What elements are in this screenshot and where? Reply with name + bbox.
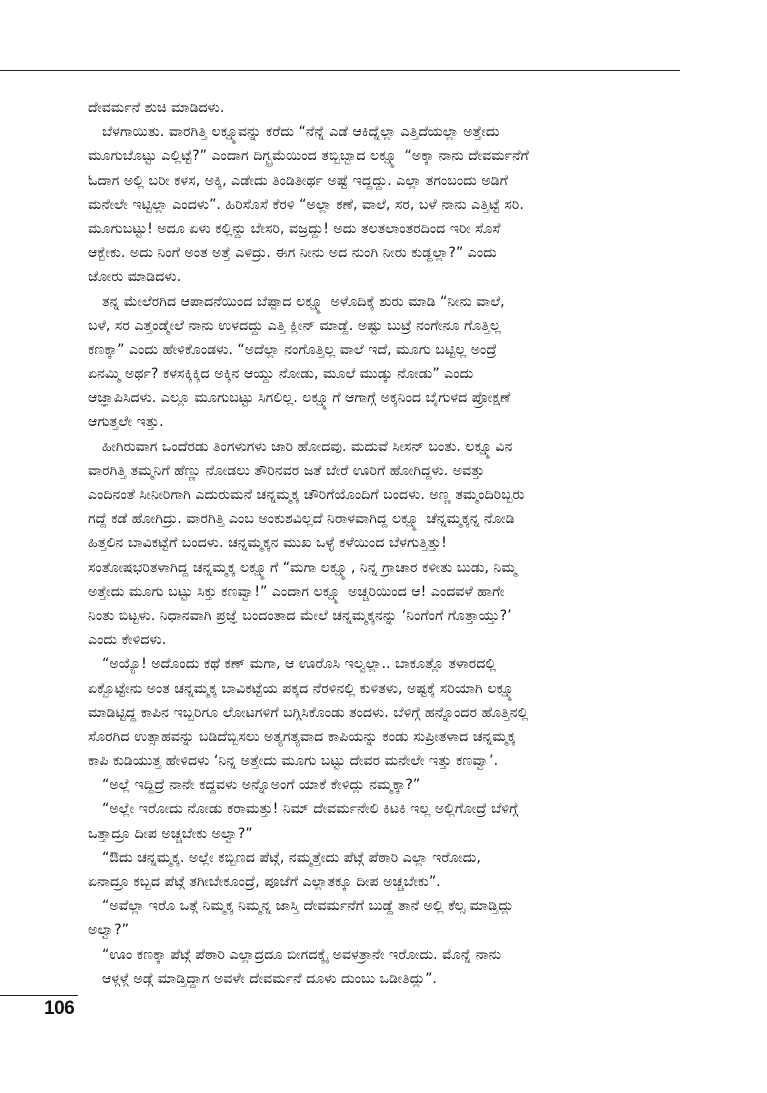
text-line: ನಿಂತು ಬಿಟ್ಟಳು. ನಿಧಾನವಾಗಿ ಪ್ರಜ್ಞೆ ಬಂದಂತಾದ ಮೇಲೆ ಚನ್ನಮ್ಮಕ್ಕನನ್ನು ‘ನಿಂಗೆಂಗೆ ಗೊತ್ತಾಯ್ತು?’	[88, 607, 512, 624]
text-line: ಆಳ್ಗಳ್ಗೆ ಅಡ್ಗೆ ಮಾಡ್ತಿದ್ದಾಗ ಅವಳೇ ದೇವರ್ಮನೆ ದೂಳು ದುಂಬು ಒಡೀತಿದ್ಲು”.	[102, 970, 437, 987]
text-line: “ಔದು ಚನ್ನಮ್ಮಕ್ಕ. ಅಲ್ಲೇ ಕಬ್ಬಿಣದ ಪೆಟ್ಗೆ, ನಮ್ಮತ್ತೇದು ಪೆಟ್ಗೆ ಪೆಠಾರಿ ಎಲ್ಲಾ ಇರೋದು,	[102, 849, 481, 866]
text-line: ಏಕ್ಬೊಟ್ಟೇನು ಅಂತ ಚನ್ನಮ್ಮಕ್ಕ ಬಾವಿಕಟ್ಟೆಯ ಪಕ್ಕದ ನೆರಳಿನಲ್ಲಿ ಕುಳಿತಳು, ಅಷ್ಟಕ್ಕೆ ಸರಿಯಾಗಿ ಲಕ್ಷ್ಮೂ	[88, 680, 518, 697]
page-number: 106	[44, 998, 75, 1019]
text-line: ಏನಮ್ಮಿ ಅರ್ಥ? ಕಳಸಕ್ಕಿಕ್ಕಿದ ಅಕ್ಕಿನ ಆಯ್ದು ನೋಡು, ಮೂಲೆ ಮುಡ್ಕು ನೋಡು” ಎಂದು	[88, 366, 474, 383]
text-line: ಒತ್ತಾದ್ರೂ ದೀಪ ಅಚ್ಚಬೇಕು ಅಲ್ವಾ?”	[88, 825, 253, 842]
text-line: ಜೋರು ಮಾಡಿದಳು.	[88, 269, 182, 286]
text-line: ಆಜ್ಞಾಪಿಸಿದಳು. ಎಲ್ಲೂ ಮೂಗುಬಟ್ಟು ಸಿಗಲಿಲ್ಲ. ಲಕ್ಷ್ಮೂಗೆ ಆಗಾಗ್ಗೆ ಅಕ್ಕನಿಂದ ಬೈಗುಳದ ಪ್ರೋಕ್ಷಣೆ	[88, 390, 511, 407]
text-line: ಮಾಡಿಟ್ಟಿದ್ದ ಕಾಪಿನ ಇಬ್ಬರಿಗೂ ಲೋಟಗಳಿಗೆ ಬಗ್ಗಿಸಿಕೊಂಡು ತಂದಳು. ಬೆಳಿಗ್ಗೆ ಹನ್ನೊಂದರ ಹೊತ್ತಿನಲ್ಲಿ	[88, 704, 529, 721]
text-line: “ಊಂ ಕಣಕ್ಕಾ ಪೆಟ್ಗೆ ಪೆಠಾರಿ ಎಲ್ಲಾದ್ರದೂ ಬೀಗದಕ್ಕೈ ಅವಳತ್ರಾನೇ ಇರೋದು. ಮೊನ್ನೆ ನಾನು	[102, 946, 502, 963]
text-line: ಅಲ್ವಾ?”	[88, 922, 129, 939]
text-line: ಎಂದು ಕೇಳಿದಳು.	[88, 632, 167, 649]
text-line: ಏನಾದ್ರೂ ಕಬ್ಬದ ಪೆಟ್ಗೆ ತಗೀಬೇಕೂಂದ್ರೆ, ಪೂಜೆಗೆ ಎಲ್ಲಾತಕ್ಕೂ ದೀಪ ಅಚ್ಚಬೇಕು”.	[88, 874, 441, 890]
text-line: ಎಂದಿನಂತೆ ಸೀನೀರಿಗಾಗಿ ಎದುರುಮನೆ ಚನ್ನಮ್ಮಕ್ಕ ಚೌರಿಗೆಯೊಂದಿಗೆ ಬಂದಳು. ಅಣ್ಣ ತಮ್ಮಂದಿರಿಬ್ಬರು	[88, 487, 525, 503]
text-line: ಬೆಳಗಾಯಿತು. ವಾರಗಿತ್ತಿ ಲಕ್ಷ್ಮೂವನ್ನು ಕರೆದು “ನೆನ್ನೆ ಎಡೆ ಆಕಿದ್ನೆಲ್ಲಾ ಎತ್ತಿದೆಯಲ್ಲಾ ಅತ್ತೇದು	[102, 124, 500, 141]
header-rule	[0, 70, 680, 71]
text-line: “ಅವೆಲ್ಲಾ ಇರೊ ಒತ್ಗೆ ನಿಮ್ಮಕ್ಕ ನಿಮ್ಮನ್ನ ಜಾಸ್ತಿ ದೇವರ್ಮನೆಗೆ ಬುಡ್ದೆ ತಾನೆ ಅಲ್ಲಿ ಕೆಲ್ಸ ಮಾಡ್ತಿದ್ಲು	[102, 898, 514, 915]
text-line: ಸಂತೋಷಭರಿತಳಾಗಿದ್ದ ಚನ್ನಮ್ಮಕ್ಕ ಲಕ್ಷ್ಮೂಗೆ “ಮಗಾ ಲಕ್ಷ್ಮೂ, ನಿನ್ನ ಗ್ರಾಚಾರ ಕಳೀತು ಬುಡು, ನಿಮ್ಮ	[88, 559, 517, 576]
text-line: ಮೂಗುಬೊಟ್ಟು ಎಲ್ಲಿಟ್ಟೆ?” ಎಂದಾಗ ದಿಗ್ಭ್ರಮೆಯಿಂದ ತಬ್ಬಿಬ್ಬಾದ ಲಕ್ಷ್ಮೂ “ಅಕ್ಕಾ ನಾನು ದೇವರ್ಮನೆಗೆ	[88, 148, 529, 165]
text-line: ಓದಾಗ ಅಲ್ಲಿ ಬರೀ ಕಳಸ, ಅಕ್ಕಿ, ಎಡೇದು ತಿಂಡಿತೀರ್ಥ ಅಷ್ಟೆ ಇದ್ದದ್ದು. ಎಲ್ಲಾ ತಗಂಬಂದು ಅಡಿಗೆ	[88, 172, 508, 189]
text-line: ಸೊರಗಿದ ಉತ್ಸಾಹವನ್ನು ಬಡಿದೆಬ್ಬಿಸಲು ಅತ್ಯಗತ್ಯವಾದ ಕಾಪಿಯನ್ನು ಕಂಡು ಸುಪ್ರೀತಳಾದ ಚನ್ನಮ್ಮಕ್ಕ	[88, 728, 516, 745]
text-line: ಅತ್ತೇದು ಮೂಗು ಬಟ್ಟು ಸಿಕ್ತು ಕಣವ್ವಾ!” ಎಂದಾಗ ಲಕ್ಷ್ಮೂ ಅಚ್ಚರಿಯಿಂದ ಆ! ಎಂದವಳೆ ಹಾಗೇ	[88, 583, 505, 600]
text-line: ಮನೇಲೇ ಇಟ್ಟಿಲ್ಲಾ ಎಂದಳು”. ಹಿರಿಸೊಸೆ ಕೆರಳಿ “ಅಲ್ಲಾ ಕಣೆ, ವಾಲೆ, ಸರ, ಬಳೆ ನಾನು ಎತ್ತಿಟ್ಟೆ ಸರಿ.	[88, 196, 524, 213]
footer-rule	[0, 995, 78, 996]
text-line: ಆಗುತ್ತಲೇ ಇತ್ತು.	[88, 414, 164, 431]
text-line: ಕಾಪಿ ಕುಡಿಯುತ್ತ ಹೇಳಿದಳು ‘ನಿನ್ನ ಅತ್ತೇದು ಮೂಗು ಬಟ್ಟು ದೇವರ ಮನೇಲೇ ಇತ್ತು ಕಣವ್ವಾ’.	[88, 753, 499, 770]
text-line: ವಾರಗಿತ್ತಿ ತಮ್ಮನಿಗೆ ಹೆಣ್ಣು ನೋಡಲು ತೌರಿನವರ ಜತೆ ಬೇರೆ ಊರಿಗೆ ಹೋಗಿದ್ದಳು. ಅವತ್ತು	[88, 462, 485, 479]
text-line: “ಅಯ್ಯೊ! ಅದೊಂದು ಕಥೆ ಕಣ್ ಮಗಾ, ಆ ಊರೊಸಿ ಇಲ್ವಲ್ಲಾ.. ಬಾಕೂತ್ಲೊ ತಳಾರದಲ್ಲಿ	[102, 656, 497, 673]
text-line: ಮೂಗುಬಟ್ಟು! ಅದೂ ಏಳು ಕಲ್ಲಿನ್ದು ಬೇಸರಿ, ವಜ್ರದ್ದು! ಅದು ತಲತಲಾಂತರದಿಂದ ಇರೀ ಸೊಸೆ	[88, 220, 501, 237]
text-line: ತನ್ನ ಮೇಲೆರಗಿದ ಆಪಾದನೆಯಿಂದ ಬೆಪ್ಪಾದ ಲಕ್ಷ್ಮೂ ಅಳೊದಿಕ್ಕೆ ಶುರು ಮಾಡಿ “ನೀನು ವಾಲೆ,	[102, 293, 505, 310]
text-line: “ಅಲ್ಲೆ ಇದ್ದಿದ್ರೆ ನಾನೇ ಕದ್ದವಳು ಅನ್ನೊಅಂಗೆ ಯಾಕೆ ಕೇಳಿದ್ಲು ನಮ್ಮಕ್ಕಾ?”	[102, 777, 421, 794]
text-line: ದೇವರ್ಮನೆ ಶುಚಿ ಮಾಡಿದಳು.	[88, 100, 225, 116]
text-line: ಕಣಕ್ಕಾ” ಎಂದು ಹೇಳಿಕೊಂಡಳು. “ಅದೆಲ್ಲಾ ನಂಗೊತ್ತಿಲ್ಲ ವಾಲೆ ಇದೆ, ಮೂಗು ಬಟ್ಟಿಲ್ಲ ಅಂದ್ರೆ	[88, 341, 497, 358]
text-line: ಆಕ್ಬೇಕು. ಅದು ನಿಂಗೆ ಅಂತ ಅತ್ತೆ ಎಳಿದ್ರು. ಈಗ ನೀನು ಅದ ನುಂಗಿ ನೀರು ಕುಡ್ದಲ್ಲಾ?” ಎಂದು	[88, 245, 497, 262]
text-line: ಗದ್ದೆ ಕಡೆ ಹೋಗಿದ್ರು. ವಾರಗಿತ್ತಿ ಎಂಬ ಅಂಕುಶವಿಲ್ಲದೆ ನಿರಾಳವಾಗಿದ್ದ ಲಕ್ಷ್ಮೂ ಚೆನ್ನಮ್ಮಕ್ಕನ್ನ ನೋಡಿ	[88, 511, 515, 528]
text-line: “ಅಲ್ಲೇ ಇರೋದು ನೋಡು ಕರಾಮತ್ತು! ನಿಮ್ ದೇವರ್ಮನೇಲಿ ಕಿಟಕಿ ಇಲ್ಲ ಅಲ್ಲಿಗೋದ್ರೆ ಬೆಳಿಗ್ಗೆ	[102, 801, 519, 818]
text-line: ಹಿತ್ತಲಿನ ಬಾವಿಕಟ್ಟೆಗೆ ಬಂದಳು. ಚನ್ನಮ್ಮಕ್ಕನ ಮುಖ ಒಳ್ಳೆ ಕಳೆಯಿಂದ ಬೆಳಗುತ್ತಿತ್ತು!	[88, 535, 447, 552]
text-line: ಬಳೆ, ಸರ ಎತ್ತಂಡ್ಮೇಲೆ ನಾನು ಉಳದದ್ದು ಎತ್ತಿ ಕ್ಲೀನ್ ಮಾಡ್ದೆ. ಅಷ್ಟು ಬುಟ್ರೆ ನಂಗೇನೂ ಗೊತ್ತಿಲ್ಲ	[88, 317, 501, 334]
text-line: ಹೀಗಿರುವಾಗ ಒಂದೆರಡು ತಿಂಗಳುಗಳು ಜಾರಿ ಹೋದವು. ಮದುವೆ ಸೀಸನ್ ಬಂತು. ಲಕ್ಷ್ಮೂವಿನ	[102, 438, 513, 455]
body-text	[88, 96, 660, 991]
